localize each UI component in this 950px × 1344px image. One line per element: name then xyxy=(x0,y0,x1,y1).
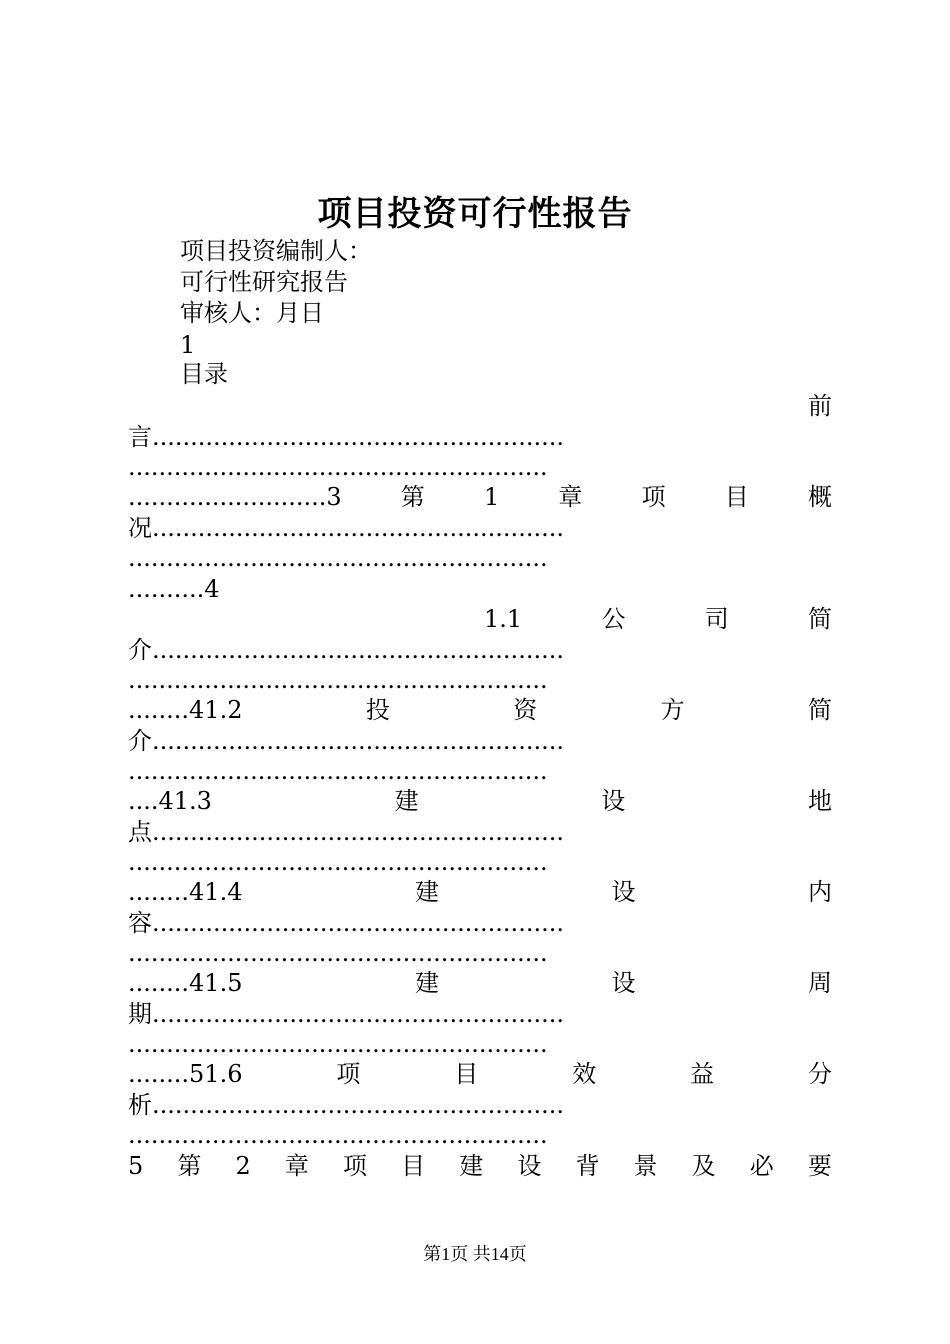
toc-leader-line: ....................................................... xyxy=(128,1121,548,1149)
toc-entry-1-4: ........41.4 建 设 内 xyxy=(128,878,832,906)
editor-line: 项目投资编制人： xyxy=(180,237,372,265)
report-type-line: 可行性研究报告 xyxy=(180,268,348,296)
number-line: 1 xyxy=(180,331,196,359)
toc-entry-chapter-1: ..........................3 第 1 章 项 目 概 xyxy=(128,483,832,511)
toc-leader-line: ....................................................... xyxy=(128,544,548,572)
toc-entry-1-5: ........41.5 建 设 周 xyxy=(128,969,832,997)
toc-leader-line: ....................................................... xyxy=(128,666,548,694)
toc-heading: 目录 xyxy=(180,360,228,388)
toc-leader-line: 况...................................................... xyxy=(128,514,564,542)
toc-entry-1-2: ........41.2 投 资 方 简 xyxy=(128,696,832,724)
page-footer: 第1页 共14页 xyxy=(423,1244,527,1264)
toc-leader-line: 析...................................................... xyxy=(128,1091,564,1119)
toc-entry-1-6: ........51.6 项 目 效 益 分 xyxy=(128,1060,832,1088)
toc-entry-1-3: ....41.3 建 设 地 xyxy=(128,787,832,815)
toc-leader-line: 言...................................................... xyxy=(128,423,564,451)
toc-leader-line: ....................................................... xyxy=(128,1030,548,1058)
toc-leader-line: 介...................................................... xyxy=(128,727,564,755)
toc-text: 前 xyxy=(808,392,832,420)
toc-leader-line: ....................................................... xyxy=(128,848,548,876)
toc-leader-line: 容...................................................... xyxy=(128,909,564,937)
toc-leader-line: ....................................................... xyxy=(128,939,548,967)
document-title: 项目投资可行性报告 xyxy=(317,194,633,234)
toc-leader-line: 点...................................................... xyxy=(128,818,564,846)
toc-leader-line: ....................................................... xyxy=(128,453,548,481)
toc-leader-line: 期...................................................... xyxy=(128,1000,564,1028)
toc-entry-chapter-2: 5 第 2 章 项 目 建 设 背 景 及 必 要 xyxy=(128,1152,832,1180)
toc-leader-line: ....................................................... xyxy=(128,757,548,785)
toc-leader-line: ..........4 xyxy=(128,575,220,603)
toc-leader-line: 介...................................................... xyxy=(128,636,564,664)
toc-entry-1-1: 1.1 公 司 简 xyxy=(484,605,832,633)
reviewer-line: 审核人：月日 xyxy=(180,299,324,327)
